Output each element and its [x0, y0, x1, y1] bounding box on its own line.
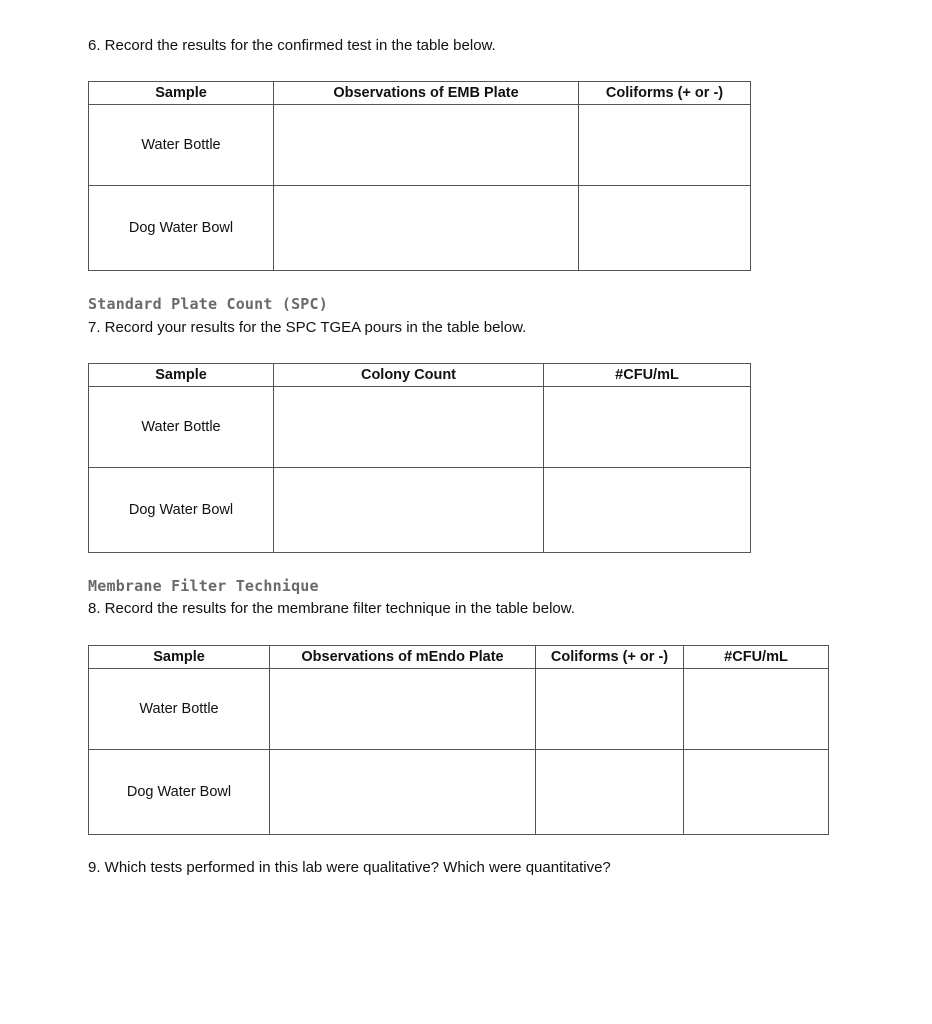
- cfu-ml-cell[interactable]: [544, 468, 751, 553]
- section-heading-spc: Standard Plate Count (SPC): [88, 295, 328, 313]
- confirmed-test-table: [88, 81, 751, 271]
- mendo-observation-cell[interactable]: [270, 669, 536, 750]
- coliforms-cell[interactable]: [536, 750, 684, 835]
- mendo-observation-cell[interactable]: [270, 750, 536, 835]
- coliforms-cell[interactable]: [536, 669, 684, 750]
- emb-observation-cell[interactable]: [274, 105, 579, 186]
- header-emb-observations: Observations of EMB Plate: [274, 82, 579, 105]
- header-cfu-ml: #CFU/mL: [544, 364, 751, 387]
- header-cfu-ml: #CFU/mL: [684, 646, 829, 669]
- table-header-row: [89, 364, 751, 387]
- sample-label: Water Bottle: [89, 387, 274, 468]
- spc-table: [88, 363, 751, 553]
- section-heading-membrane-filter: Membrane Filter Technique: [88, 577, 319, 595]
- header-sample: Sample: [89, 82, 274, 105]
- header-sample: Sample: [89, 364, 274, 387]
- question-8: 8. Record the results for the membrane filter technique in the table below.: [88, 600, 575, 617]
- header-sample: Sample: [89, 646, 270, 669]
- table-header-row: [89, 82, 751, 105]
- membrane-filter-table: [88, 645, 829, 835]
- header-mendo-observations: Observations of mEndo Plate: [270, 646, 536, 669]
- cfu-ml-cell[interactable]: [544, 387, 751, 468]
- cfu-ml-cell[interactable]: [684, 750, 829, 835]
- sample-label: Water Bottle: [89, 105, 274, 186]
- table-header-row: [89, 646, 829, 669]
- sample-label: Water Bottle: [89, 669, 270, 750]
- table-row: [89, 186, 751, 271]
- sample-label: Dog Water Bowl: [89, 186, 274, 271]
- question-9: 9. Which tests performed in this lab were qualitative? Which were quantitative?: [88, 859, 611, 876]
- sample-label: Dog Water Bowl: [89, 468, 274, 553]
- colony-count-cell[interactable]: [274, 468, 544, 553]
- colony-count-cell[interactable]: [274, 387, 544, 468]
- coliforms-cell[interactable]: [579, 105, 751, 186]
- question-7: 7. Record your results for the SPC TGEA pours in the table below.: [88, 319, 527, 336]
- header-coliforms: Coliforms (+ or -): [579, 82, 751, 105]
- question-6: 6. Record the results for the confirmed test in the table below.: [88, 37, 496, 54]
- cfu-ml-cell[interactable]: [684, 669, 829, 750]
- emb-observation-cell[interactable]: [274, 186, 579, 271]
- sample-label: Dog Water Bowl: [89, 750, 270, 835]
- table-row: [89, 750, 829, 835]
- header-colony-count: Colony Count: [274, 364, 544, 387]
- table-row: [89, 387, 751, 468]
- coliforms-cell[interactable]: [579, 186, 751, 271]
- header-coliforms: Coliforms (+ or -): [536, 646, 684, 669]
- table-row: [89, 105, 751, 186]
- table-row: [89, 468, 751, 553]
- table-row: [89, 669, 829, 750]
